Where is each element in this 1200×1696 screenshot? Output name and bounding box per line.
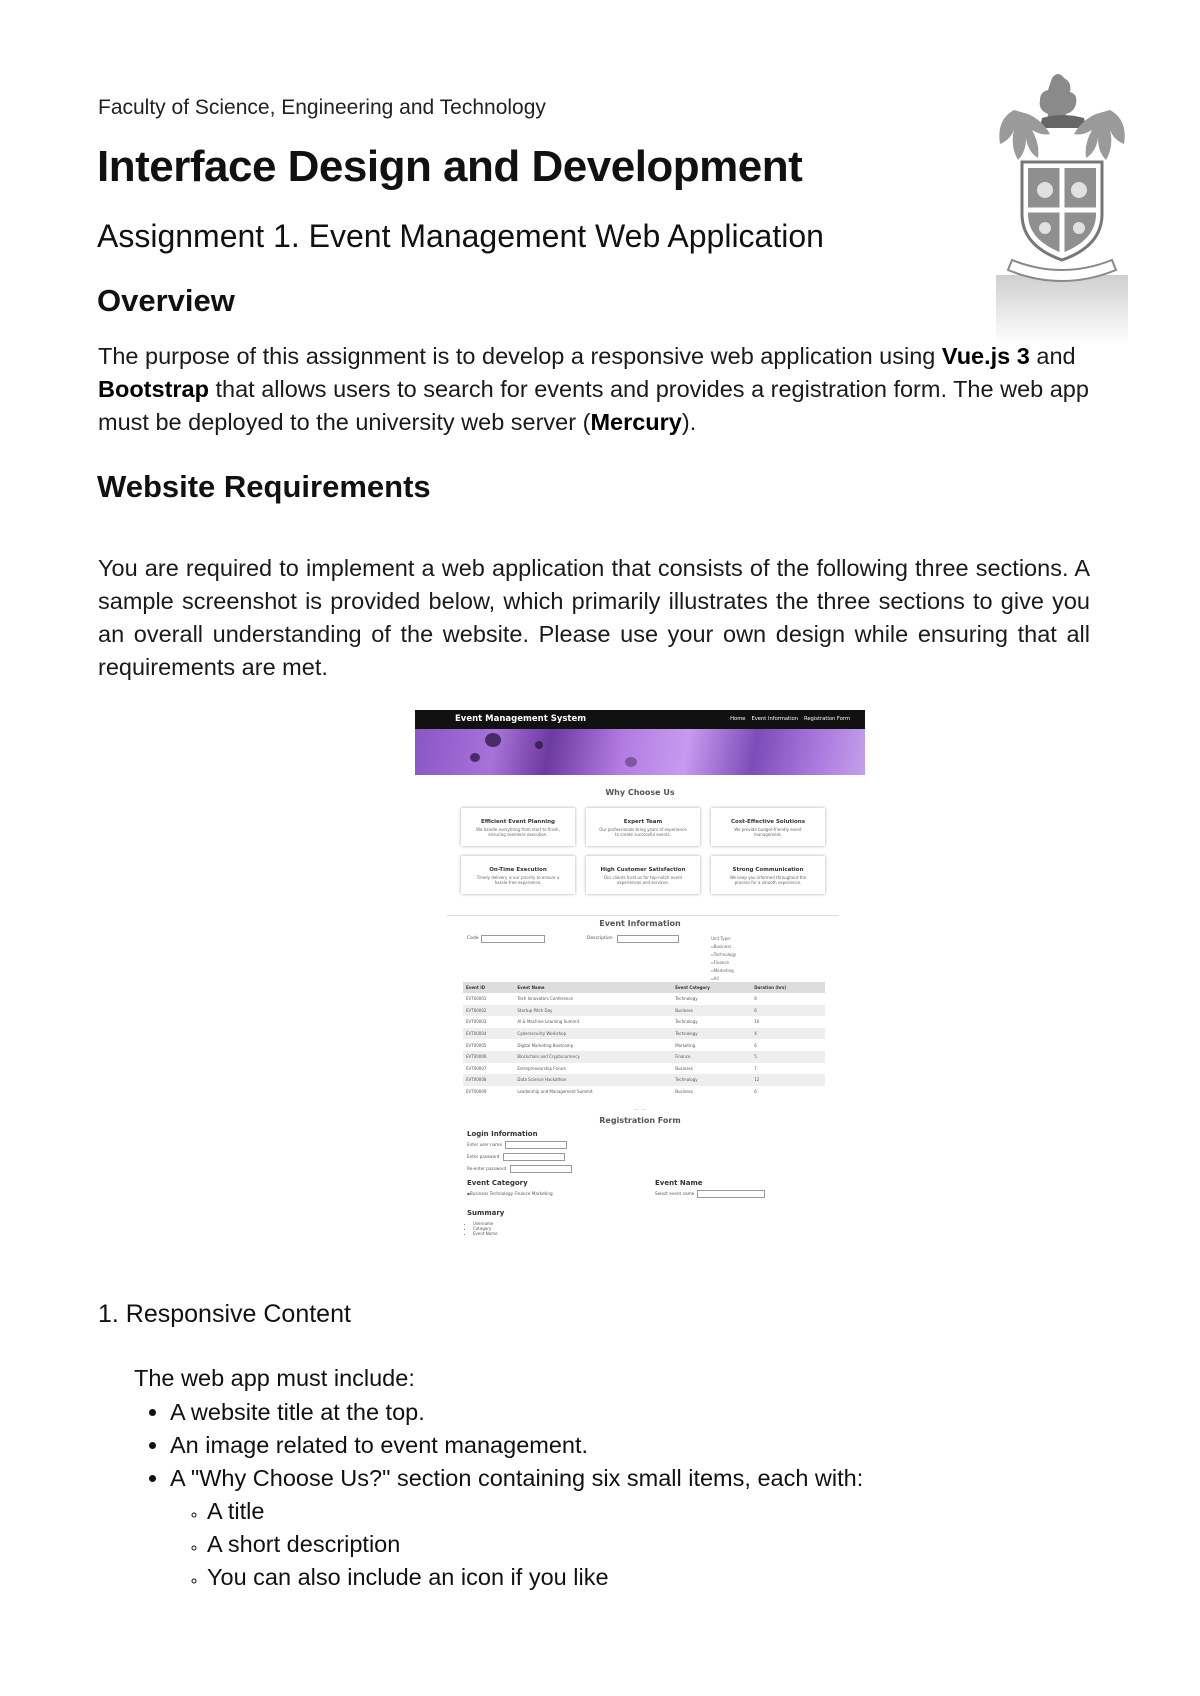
requirements-list [134,1396,1070,1594]
table-row: EVT00003 AI & Machine Learning Summit Technology 10 [466,1019,760,1025]
list-item: • An image related to event management. [170,1429,1070,1462]
sample-why-title: Why Choose Us [605,788,675,797]
table-row: EVT00006 Blockchain and Cryptocurrency Finance 5 [463,1051,825,1063]
table-row: EVT00009 Leadership and Management Summit Business 6 [466,1089,757,1095]
sample-reg-title: Registration Form [599,1116,681,1125]
sample-card: Efficient Event Planning We handle everything from start to finish, ensuring seamless execution. [461,808,575,846]
sample-category-options: ▪Business Technology Finance Marketing [467,1191,553,1196]
sample-event-name-label: Select event name [655,1191,695,1196]
sample-card: On-Time Execution Timely delivery is our priority to ensure a hassle-free experience. [461,856,575,894]
sample-card: Strong Communication We keep you informed throughout the process for a smooth experience. [711,856,825,894]
list-item: • A website title at the top. [170,1396,1070,1429]
sample-unit-types: Unit Type: ▫Business ▫Technology ▫Finance ▫Marketing ▫All [711,936,737,981]
why-choose-us-sublist [170,1495,1070,1594]
sample-event-name-select [697,1190,765,1198]
sample-desc-input [617,935,679,943]
sample-login-title: Login Information [467,1130,538,1138]
assignment-subtitle: Assignment 1. Event Management Web Application [97,218,824,254]
sample-nav-event-info: Event Information [751,716,798,722]
sample-category-title: Event Category [467,1179,528,1187]
section-1-heading: 1. Responsive Content [98,1300,351,1328]
document-title: Interface Design and Development [97,142,803,191]
sample-info-title: Event Information [599,919,681,928]
sample-login-label: Enter user name [467,1142,502,1147]
sample-code-input [481,935,545,943]
sample-code-label: Code [467,936,479,941]
sample-login-input [503,1153,565,1161]
section-1-intro: The web app must include: [134,1365,415,1391]
faculty-name: Faculty of Science, Engineering and Technology [98,96,546,119]
sample-card: Expert Team Our professionals bring years of experience to create successful events. [586,808,700,846]
sample-login-input [505,1141,567,1149]
university-crest-logo [994,70,1130,345]
sample-hero-image [415,729,865,775]
sample-summary-title: Summary [467,1209,505,1217]
overview-heading: Overview [97,283,235,318]
sample-nav-home: Home [730,716,746,722]
sample-card: High Customer Satisfaction Our clients trust us for top-notch event experiences and services. [586,856,700,894]
table-row: EVT00007 Entrepreneurship Forum Business 7 [466,1065,757,1071]
list-item: ◦ You can also include an icon if you like [207,1561,1070,1594]
sample-navbar [415,710,865,729]
list-item: • A "Why Choose Us?" section containing six small items, each with: ◦ A title ◦ A short description ◦ You can also include an icon if you like [170,1462,1070,1594]
table-row: EVT00005 Digital Marketing Bootcamp Marketing 6 [466,1042,757,1048]
sample-login-label: Enter password [467,1154,500,1159]
sample-nav-registration: Registration Form [804,716,850,722]
sample-login-input [510,1165,572,1173]
sample-desc-label: Description [587,936,613,941]
table-row: EVT00008 Data Science Hackathon Technology 12 [463,1074,825,1086]
sample-card: Cost-Effective Solutions We provide budget-friendly event management. [711,808,825,846]
sample-login-label: Re-enter password [467,1166,507,1171]
sample-ellipsis: ... ... [634,1106,646,1112]
table-row: EVT00001 Tech Innovators Conference Technology 8 [466,996,757,1002]
list-item: ◦ A title [207,1495,1070,1528]
overview-paragraph: The purpose of this assignment is to develop a responsive web application using Vue.js 3 and Bootstrap that allows users to search for events and provides a registration form. The web app must be deployed to the university web server (Mercury). [98,343,1089,435]
sample-brand: Event Management System [455,714,587,724]
table-row: EVT00002 Startup Pitch Day Business 6 [463,1005,825,1017]
sample-event-name-title: Event Name [655,1179,703,1187]
list-item: ◦ A short description [207,1528,1070,1561]
requirements-paragraph: You are required to implement a web application that consists of the following three sections. A sample screenshot is provided below, which primarily illustrates the three sections to give you an overall understanding of the website. Please use your own design while ensuring that all requirements are met. [98,555,1090,680]
table-row: EVT00004 Cybersecurity Workshop Technology 4 [463,1028,825,1040]
sample-screenshot [415,710,865,1245]
website-requirements-heading: Website Requirements [97,469,431,504]
sample-events-table: Event ID Event Name Event Category Duration (hrs) EVT00001 Tech Innovators Conference Technology 8 EVT00002 Startup Pitch Day Business 6 EVT00003 AI & Machine Learning Summit Technology 10 EVT00004 Cybersecurity Workshop Technology 4 EVT00005 Digital Marketing Bootcamp Marketing 6 EVT00006 Blockchain and Cryptocurrency Finance 5 EVT00007 Entrepreneurship Forum Business 7 EVT00008 Data Science Hackathon Technology 12 EVT00009 Leadership and Management Summit Business 6 [463,982,825,1097]
sample-summary-list: • Username • Category • Event Name [467,1221,498,1236]
